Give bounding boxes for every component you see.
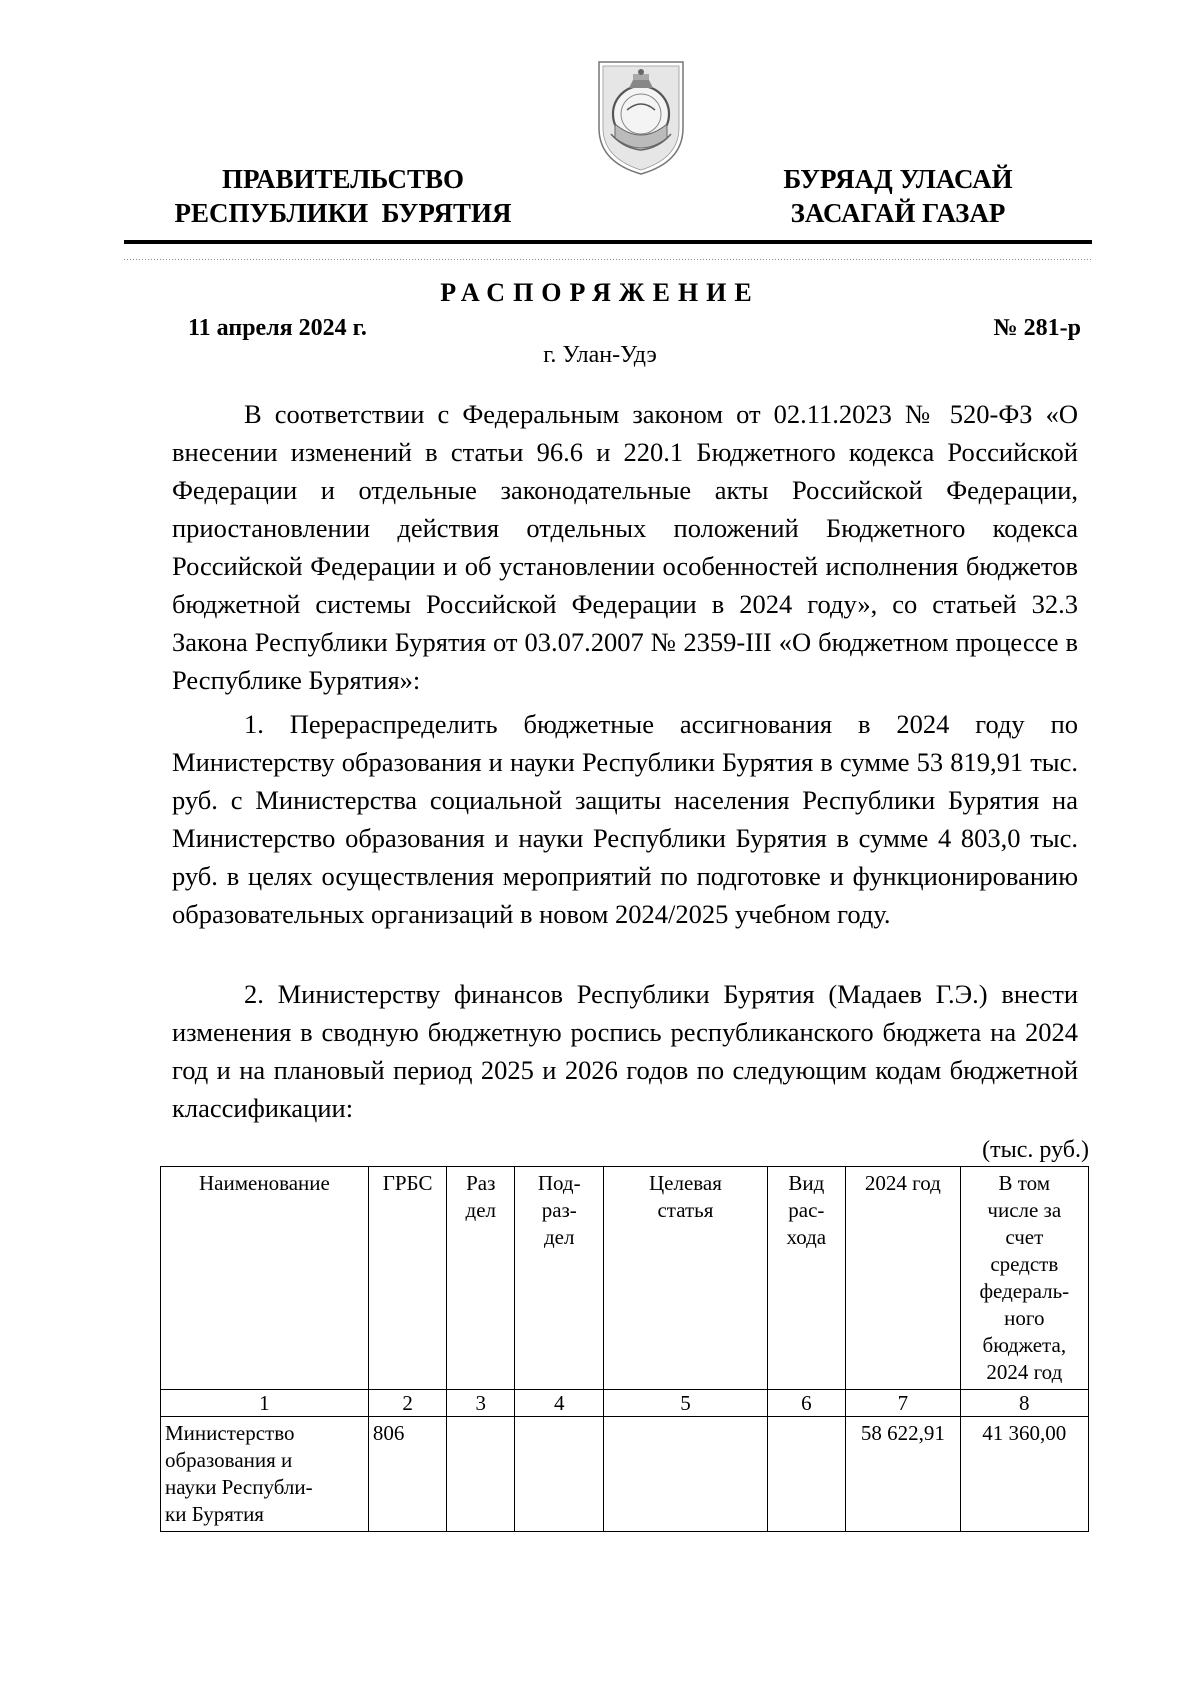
header-cell: Под- раз- дел bbox=[515, 1167, 604, 1390]
header-cell: Целевая статья bbox=[604, 1167, 767, 1390]
table-cell-expense-type bbox=[767, 1417, 845, 1532]
column-number-cell: 2 bbox=[368, 1390, 446, 1417]
clause-2-paragraph: 2. Министерству финансов Республики Бурятия (Мадаев Г.Э.) внести изменения в сводную бюджетную роспись республиканского бюджета на 2024 год и на плановый период 2025 и 2026 годов по следующим кодам бюджетной классификации: bbox=[172, 979, 1078, 1123]
header-divider-thin bbox=[124, 259, 1092, 260]
table-cell-target-article bbox=[604, 1417, 767, 1532]
government-name-line2: РЕСПУБЛИКИ БУРЯТИЯ bbox=[174, 198, 512, 228]
table-cell-section bbox=[447, 1417, 515, 1532]
table-cell-name: Министерство образования и науки Республи- ки Бурятия bbox=[161, 1417, 369, 1532]
column-number-cell: 8 bbox=[960, 1390, 1088, 1417]
table-unit-label: (тыс. руб.) bbox=[982, 1137, 1089, 1163]
column-number-cell: 5 bbox=[604, 1390, 767, 1417]
table-header-row bbox=[161, 1167, 1089, 1390]
preamble-paragraph: В соответствии с Федеральным законом от 02.11.2023 № 520-ФЗ «О внесении изменений в статьи 96.6 и 220.1 Бюджетного кодекса Российской Федерации и отдельные законодательные акты Российской Федерации, приостановлении действия отдельных положений Бюджетного кодекса Российской Федерации и об установлении особенностей исполнения бюджетов бюджетной системы Российской Федерации в 2024 году», со статьей 32.3 Закона Республики Бурятия от 03.07.2007 № 2359-III «О бюджетном процессе в Республике Бурятия»: bbox=[172, 399, 1078, 695]
column-number-cell: 3 bbox=[447, 1390, 515, 1417]
government-name-russian bbox=[158, 162, 528, 230]
budget-table bbox=[160, 1166, 1089, 1532]
document-number: № 281-р bbox=[993, 315, 1081, 341]
column-number-cell: 7 bbox=[846, 1390, 961, 1417]
header-cell: Вид рас- хода bbox=[767, 1167, 845, 1390]
header-cell: ГРБС bbox=[368, 1167, 446, 1390]
table-cell-federal-2024: 41 360,00 bbox=[960, 1417, 1088, 1532]
column-number-row bbox=[161, 1390, 1089, 1417]
document-title: РАСПОРЯЖЕНИЕ bbox=[440, 278, 760, 307]
header-cell: Наименование bbox=[161, 1167, 369, 1390]
column-number-cell: 6 bbox=[767, 1390, 845, 1417]
document-date: 11 апреля 2024 г. bbox=[188, 315, 367, 341]
header-divider-thick bbox=[124, 240, 1092, 244]
government-name-buryat bbox=[758, 162, 1038, 230]
clause-1-paragraph: 1. Перераспределить бюджетные ассигнования в 2024 году по Министерству образования и науки Республики Бурятия в сумме 53 819,91 тыс. руб. с Министерства социальной защиты населения Республики Бурятия на Министерство образования и науки Республики Бурятия в сумме 4 803,0 тыс. руб. в целях осуществления мероприятий по подготовке и функционированию образовательных организаций в новом 2024/2025 учебном году. bbox=[172, 709, 1078, 929]
table-row bbox=[161, 1417, 1089, 1532]
government-name-buryat-line2: ЗАСАГАЙ ГАЗАР bbox=[790, 198, 1006, 228]
government-name-buryat-line1: БУРЯАД УЛАСАЙ bbox=[783, 164, 1013, 194]
government-name-line1: ПРАВИТЕЛЬСТВО bbox=[221, 164, 465, 194]
header-cell: В том числе за счет средств федераль- ного бюджета, 2024 год bbox=[960, 1167, 1088, 1390]
coat-of-arms-icon bbox=[593, 58, 689, 178]
table-cell-grbs: 806 bbox=[368, 1417, 446, 1532]
column-number-cell: 1 bbox=[161, 1390, 369, 1417]
column-number-cell: 4 bbox=[515, 1390, 604, 1417]
header-cell: Раз дел bbox=[447, 1167, 515, 1390]
header-cell: 2024 год bbox=[846, 1167, 961, 1390]
document-city: г. Улан-Удэ bbox=[543, 342, 657, 368]
table-cell-subsection bbox=[515, 1417, 604, 1532]
table-cell-2024: 58 622,91 bbox=[846, 1417, 961, 1532]
